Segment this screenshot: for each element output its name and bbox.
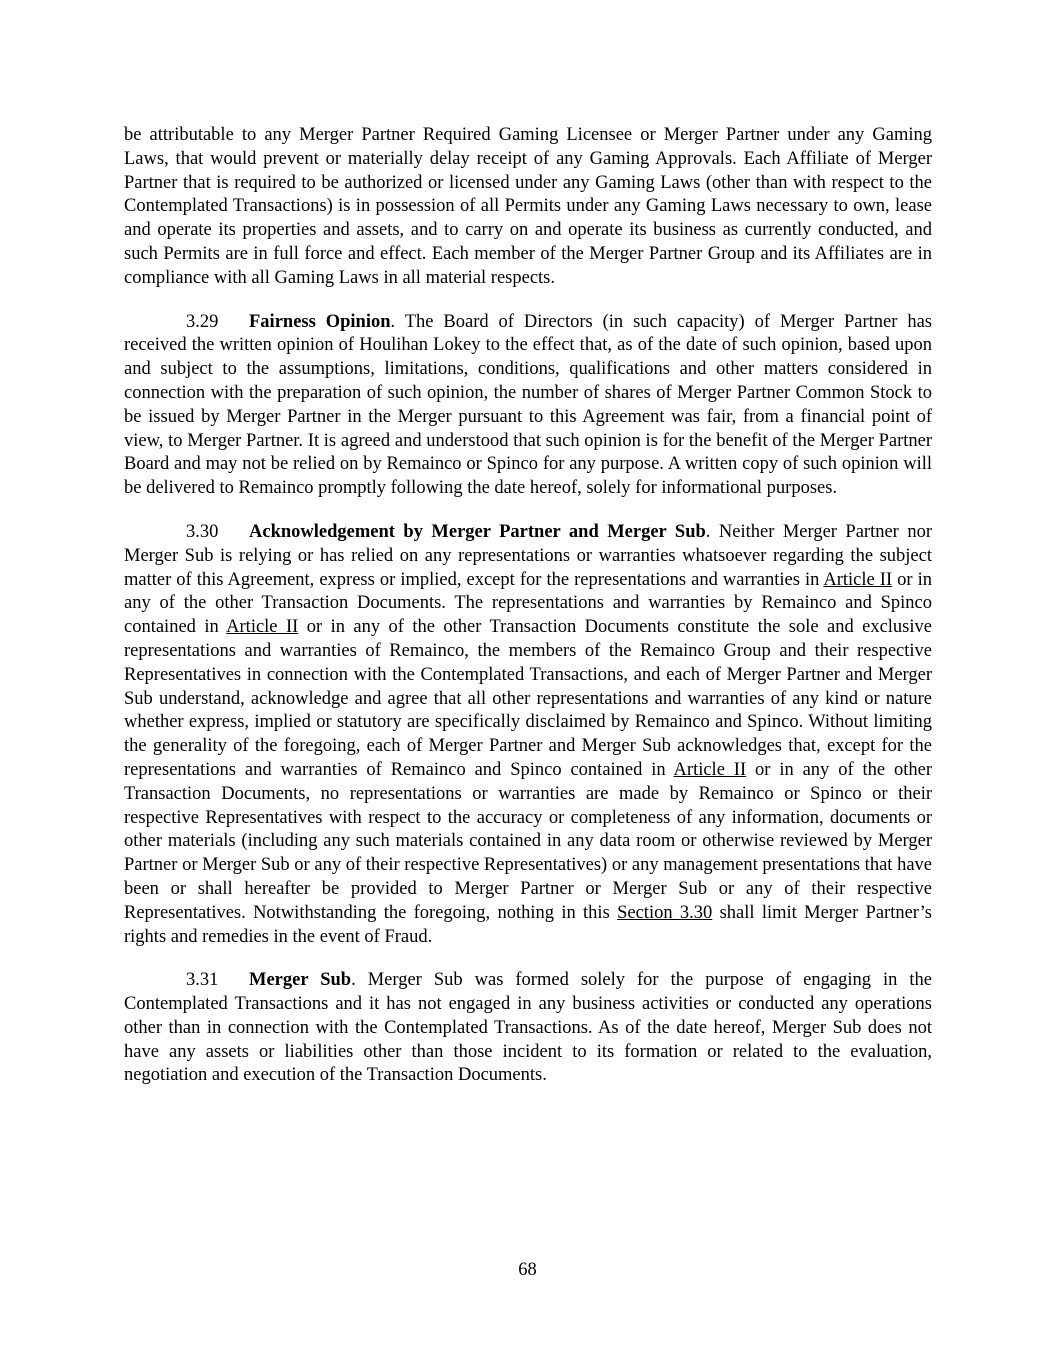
section-body: or in any of the other Transaction Documents constitute the sole and exclusive representations and warranties of Remainco, the members of the Remainco Group and their respective Representatives in connection with the Contemplated Transactions, and each of Merger Partner and Merger Sub understand, acknowledge and agree that all other representations and warranties of any kind or nature whether express, implied or statutory are specifically disclaimed by Remainco and Spinco. Without limiting the generality of the foregoing, each of Merger Partner and Merger Sub acknowledges that, except for the representations and warranties of Remainco and Spinco contained in	[124, 617, 932, 780]
section-3-30-reference: Section 3.30	[617, 902, 713, 923]
continued-paragraph: be attributable to any Merger Partner Required Gaming Licensee or Merger Partner under any Gaming Laws, that would prevent or materially delay receipt of any Gaming Approvals. Each Affiliate of Merger Partner that is required to be authorized or licensed under any Gaming Laws (other than with respect to the Contemplated Transactions) is in possession of all Permits under any Gaming Laws necessary to own, lease and operate its properties and assets, and to carry on and operate its business as currently conducted, and such Permits are in full force and effect. Each member of the Merger Partner Group and its Affiliates are in compliance with all Gaming Laws in all material respects.	[124, 125, 932, 288]
page-number: 68	[518, 1260, 537, 1280]
section-3-30	[124, 521, 932, 949]
section-heading: Merger Sub	[249, 970, 352, 991]
section-body: or in any of the other Transaction Documents, no representations or warranties are made by Remainco or Spinco or their respective Representatives with respect to the accuracy or completeness of any information, documents or other materials (including any such materials contained in any data room or otherwise reviewed by Merger Partner or Merger Sub or any of their respective Representatives) or any management presentations that have been or shall hereafter be provided to Merger Partner or Merger Sub or any of their respective Representatives. Notwithstanding the foregoing, nothing in this	[124, 759, 932, 923]
section-body: or in any of the other Transaction Documents. The representations and warranties by Remainco and Spinco contained in	[124, 569, 932, 638]
section-number: 3.29	[186, 311, 219, 332]
section-number: 3.30	[186, 521, 219, 542]
article-ii-reference: Article II	[673, 759, 747, 780]
article-ii-reference: Article II	[823, 569, 893, 590]
section-body: shall limit Merger Partner’s rights and remedies in the event of Fraud.	[124, 902, 932, 947]
section-3-31	[124, 969, 932, 1088]
section-number: 3.31	[186, 970, 219, 991]
section-heading: Acknowledgement by Merger Partner and Merger Sub	[249, 521, 706, 542]
document-page	[124, 124, 932, 1108]
section-body: . Neither Merger Partner nor Merger Sub is relying or has relied on any representations or warranties whatsoever regarding the subject matter of this Agreement, express or implied, except for the representations and warranties in	[124, 521, 932, 590]
article-ii-reference: Article II	[226, 617, 299, 638]
section-body: . Merger Sub was formed solely for the purpose of engaging in the Contemplated Transactions and it has not engaged in any business activities or conducted any operations other than in connection with the Contemplated Transactions. As of the date hereof, Merger Sub does not have any assets or liabilities other than those incident to its formation or related to the evaluation, negotiation and execution of the Transaction Documents.	[124, 970, 932, 1086]
section-heading: Fairness Opinion	[249, 311, 391, 332]
section-body: . The Board of Directors (in such capacity) of Merger Partner has received the written opinion of Houlihan Lokey to the effect that, as of the date of such opinion, based upon and subject to the assumptions, limitations, conditions, qualifications and other matters considered in connection with the preparation of such opinion, the number of shares of Merger Partner Common Stock to be issued by Merger Partner in the Merger pursuant to this Agreement was fair, from a financial point of view, to Merger Partner. It is agreed and understood that such opinion is for the benefit of the Merger Partner Board and may not be relied on by Remainco or Spinco for any purpose. A written copy of such opinion will be delivered to Remainco promptly following the date hereof, solely for informational purposes.	[124, 311, 932, 499]
section-3-29	[124, 311, 932, 501]
